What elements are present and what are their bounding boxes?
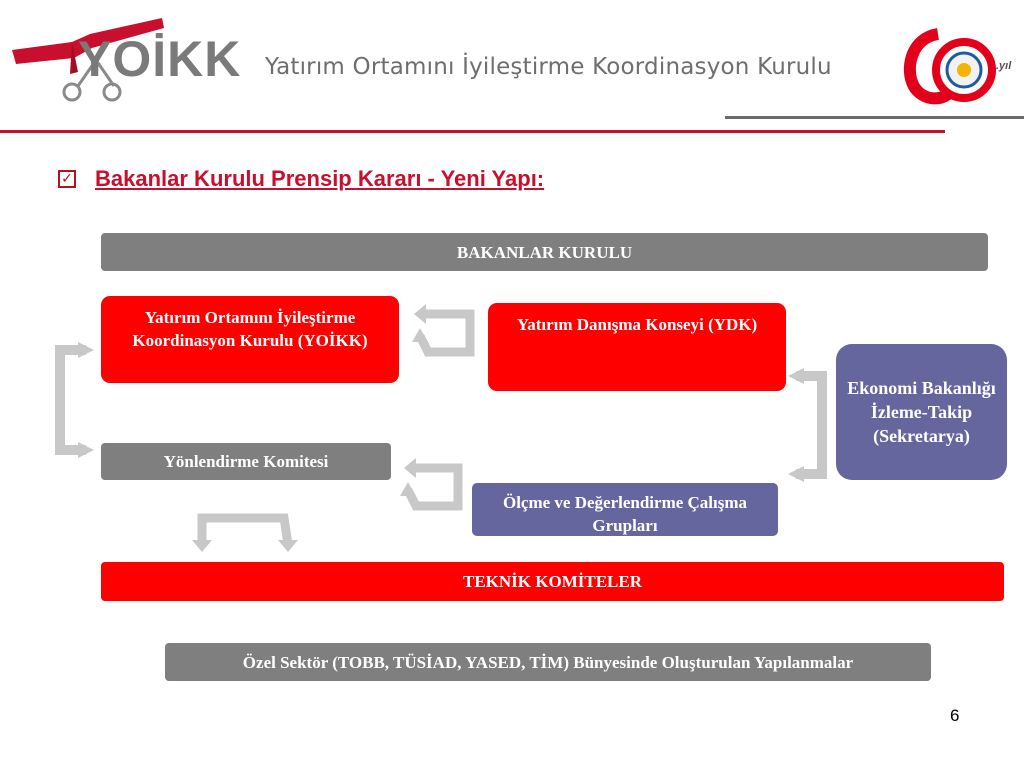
ozel-sektor-box: Özel Sektör (TOBB, TÜSİAD, YASED, TİM) Bünyesinde Oluşturulan Yapılanmalar [165,643,931,681]
slide-heading: Bakanlar Kurulu Prensip Kararı - Yeni Yapı: [95,166,545,191]
olcme-degerlendirme-box: Ölçme ve Değerlendirme Çalışma Grupları [472,483,778,536]
header-rule-grey [725,116,1024,119]
cycle-arrow-icon [410,302,482,364]
cycle-arrow-icon [788,366,836,484]
logo-text: YOİKK [78,31,242,87]
yoikk-box: Yatırım Ortamını İyileştirme Koordinasyon Kurulu (YOİKK) [101,296,399,383]
header-title: Yatırım Ortamını İyileştirme Koordinasyon Kurulu [265,54,832,80]
cycle-arrow-icon [46,342,96,458]
checked-box-icon: ✓ [58,170,76,188]
badge-year-label: .yıl [996,60,1012,72]
teknik-komiteler-box: TEKNİK KOMİTELER [101,562,1004,601]
cycle-arrow-icon [400,456,470,518]
ekonomi-bakanligi-box: Ekonomi Bakanlığı İzleme-Takip (Sekretarya) [836,344,1007,480]
yonlendirme-komitesi-box: Yönlendirme Komitesi [101,443,391,480]
page-number: 6 [950,706,960,725]
bakanlar-kurulu-box: BAKANLAR KURULU [101,233,988,271]
ydk-box: Yatırım Danışma Konseyi (YDK) [488,303,786,391]
cycle-arrow-icon [188,506,302,552]
header-rule-red [0,130,945,133]
